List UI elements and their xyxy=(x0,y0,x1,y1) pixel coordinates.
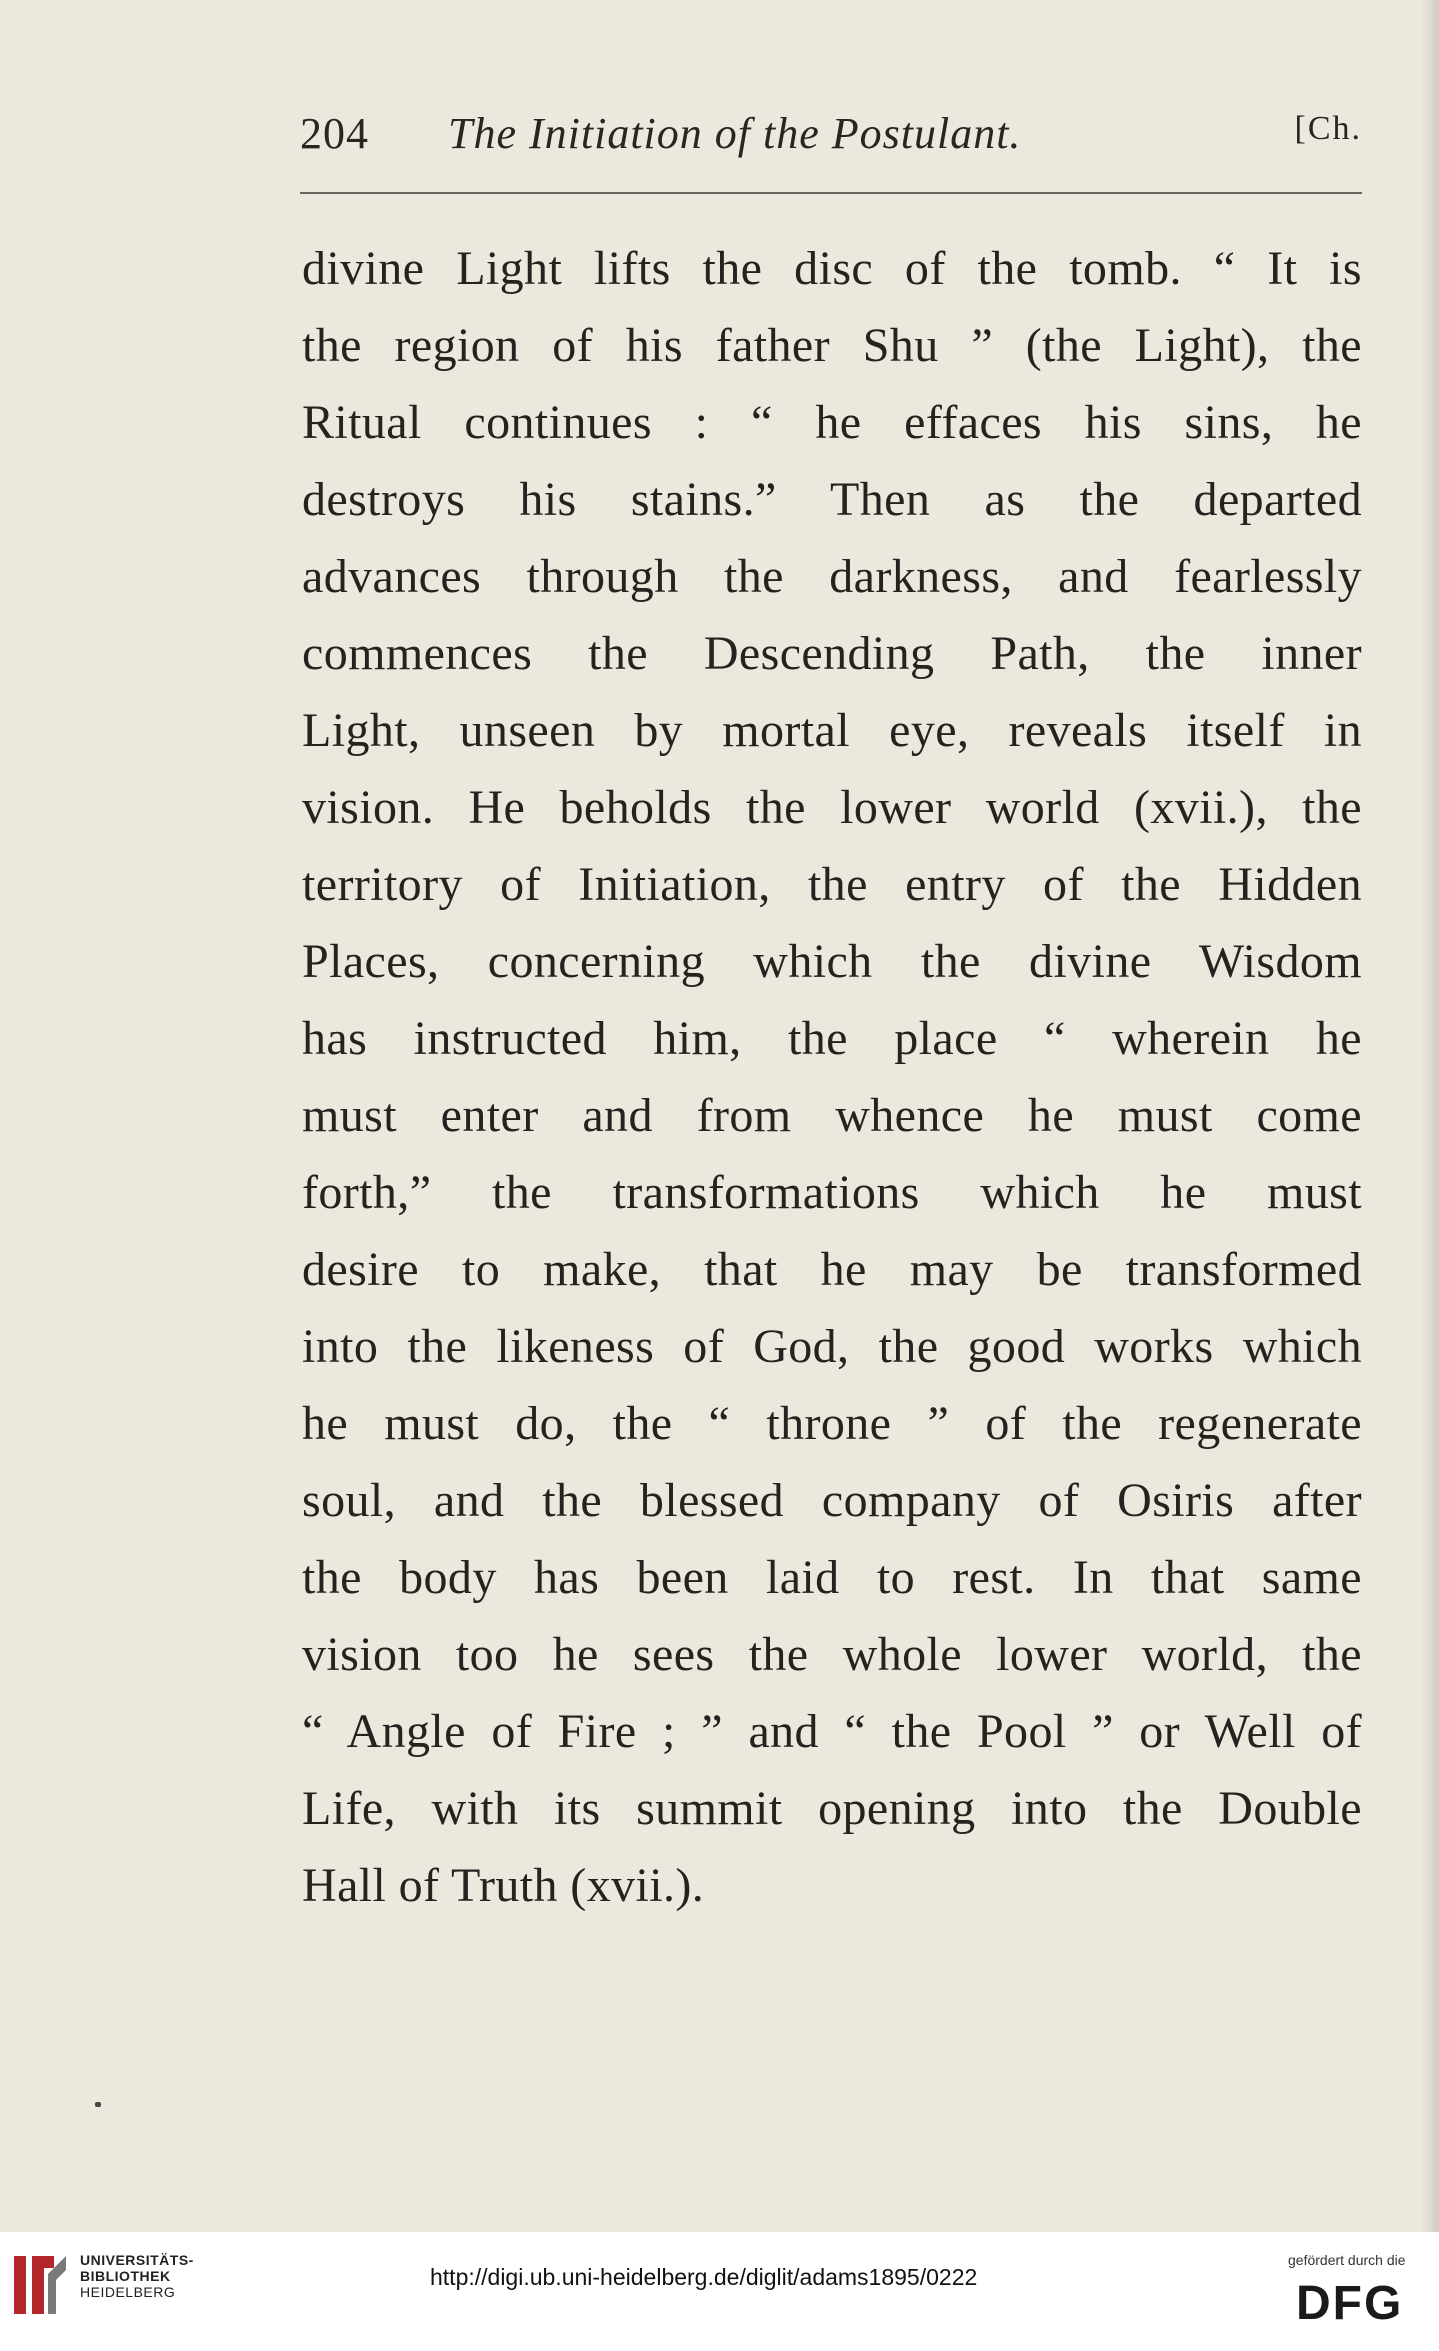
text-line: commences the Descending Path, the inner xyxy=(302,627,1362,680)
text-line: into the likeness of God, the good works which xyxy=(302,1320,1362,1373)
text-line: advances through the darkness, and fearlessly xyxy=(302,550,1362,603)
page-number: 204 xyxy=(300,109,369,158)
chapter-marker: [Ch. xyxy=(1294,110,1362,147)
university-library-logo-icon xyxy=(14,2250,66,2320)
library-line: BIBLIOTHEK xyxy=(80,2268,171,2284)
text-line: the region of his father Shu ” (the Light), the xyxy=(302,319,1362,372)
text-line: vision too he sees the whole lower world, the xyxy=(302,1628,1362,1681)
text-line: forth,” the transformations which he must xyxy=(302,1166,1362,1219)
text-line: vision. He beholds the lower world (xvii.), the xyxy=(302,781,1362,834)
text-line: “ Angle of Fire ; ” and “ the Pool ” or Well of xyxy=(302,1705,1362,1758)
dfg-logo: DFG xyxy=(1296,2277,1404,2330)
text-line: Life, with its summit opening into the Double xyxy=(302,1782,1362,1835)
text-line: has instructed him, the place “ wherein he xyxy=(302,1012,1362,1065)
library-line: UNIVERSITÄTS- xyxy=(80,2252,194,2268)
body-text xyxy=(302,230,1362,1924)
ink-speck xyxy=(95,2102,101,2107)
permalink-url[interactable]: http://digi.ub.uni-heidelberg.de/diglit/adams1895/0222 xyxy=(430,2264,978,2290)
running-head xyxy=(300,108,1362,168)
viewer-footer xyxy=(0,2232,1439,2351)
text-line: Ritual continues : “ he effaces his sins, he xyxy=(302,396,1362,449)
text-line: he must do, the “ throne ” of the regenerate xyxy=(302,1397,1362,1450)
university-library-name xyxy=(80,2252,194,2300)
text-line: territory of Initiation, the entry of the Hidden xyxy=(302,858,1362,911)
text-line: desire to make, that he may be transformed xyxy=(302,1243,1362,1296)
text-line: destroys his stains.” Then as the departed xyxy=(302,473,1362,526)
text-line: Light, unseen by mortal eye, reveals itself in xyxy=(302,704,1362,757)
text-line: must enter and from whence he must come xyxy=(302,1089,1362,1142)
library-line: HEIDELBERG xyxy=(80,2284,176,2300)
running-title: The Initiation of the Postulant. xyxy=(448,109,1022,158)
page-edge-shadow xyxy=(1421,0,1439,2232)
funding-label: gefördert durch die xyxy=(1288,2252,1406,2268)
text-line-last: Hall of Truth (xvii.). xyxy=(302,1859,705,1912)
text-line: the body has been laid to rest. In that same xyxy=(302,1551,1362,1604)
header-rule xyxy=(300,192,1362,194)
text-line: soul, and the blessed company of Osiris after xyxy=(302,1474,1362,1527)
text-line: Places, concerning which the divine Wisdom xyxy=(302,935,1362,988)
text-line: divine Light lifts the disc of the tomb. “ It is xyxy=(302,242,1362,295)
